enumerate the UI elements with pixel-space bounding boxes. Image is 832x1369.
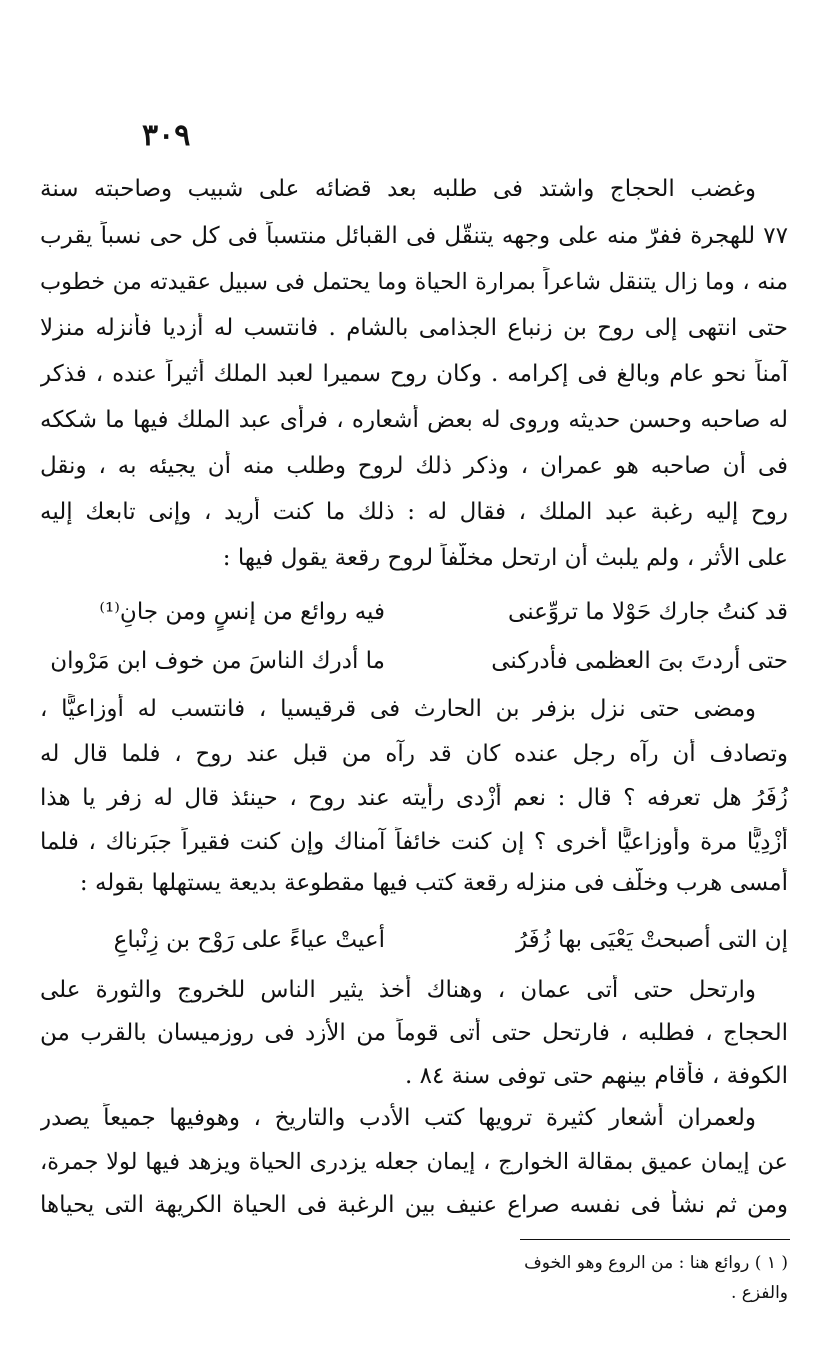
verse-second-hemistich: فيه روائع من إنسٍ ومن جانِ⁽¹⁾	[99, 599, 385, 625]
text-line: ومضى حتى نزل بزفر بن الحارث فى قرقيسيا ، فانتسب له أوزاعيًّا ،	[40, 696, 756, 722]
text-line: فى أن صاحبه هو عمران ، وذكر ذلك لروح وطلب منه أن يجيئه به ، ونقل	[40, 453, 788, 479]
text-line: زُفَرُ هل تعرفه ؟ قال : نعم أزْدى رأيته عند روح ، حينئذ قال له زفر يا هذا	[40, 785, 788, 811]
verse-line	[40, 646, 788, 676]
text-line: الكوفة ، فأقام بينهم حتى توفى سنة ٨٤ .	[404, 1063, 788, 1089]
text-line: حتى انتهى إلى روح بن زنباع الجذامى بالشام . فانتسب له أزديا فأنزله منزلا	[40, 315, 788, 341]
verse-second-hemistich: ما أدرك الناسَ من خوف ابن مَرْوان	[50, 648, 385, 674]
footnote-line: والفزع .	[730, 1283, 788, 1303]
text-line: روح إليه رغبة عبد الملك ، فقال له : ذلك ما كنت أريد ، وإنى تابعك إليه	[40, 499, 788, 525]
verse-first-hemistich: حتى أردتَ بىَ العظمى فأدركنى	[491, 648, 788, 674]
text-line: على الأثر ، ولم يلبث أن ارتحل مخلّفاً لروح رقعة يقول فيها :	[222, 545, 788, 571]
text-line: له صاحبه وحسن حديثه وروى له بعض أشعاره ، فرأى عبد الملك فيها ما شككه	[40, 407, 788, 433]
verse-line	[40, 597, 788, 627]
text-line: منه ، وما زال يتنقل شاعراً بمرارة الحياة وما يحتمل فى سبيل عقيدته من خطوب	[40, 269, 788, 295]
footnote-divider	[520, 1239, 790, 1240]
text-line: ومن ثم نشأ فى نفسه صراع عنيف بين الرغبة فى الحياة الكريهة التى يحياها	[40, 1192, 788, 1218]
text-line: وغضب الحجاج واشتد فى طلبه بعد قضائه على شبيب وصاحبته سنة	[40, 176, 756, 202]
text-line: أزْدِيًّا مرة وأوزاعيًّا أخرى ؟ إن كنت خائفاً آمناك وإن كنت فقيراً جبَرناك ، فلما	[40, 829, 788, 855]
text-line: أمسى هرب وخلَّف فى منزله رقعة كتب فيها مقطوعة بديعة يستهلها بقوله :	[79, 870, 788, 896]
verse-first-hemistich: إن التى أصبحتْ يَعْيَى بها زُفَرُ	[515, 927, 788, 953]
footnote-line: ( ١ ) روائع هنا : من الروع وهو الخوف	[524, 1253, 788, 1273]
text-line: ٧٧ للهجرة ففرّ منه على وجهه يتنقّل فى القبائل منتسباً فى كل حى نسباً يقرب	[40, 223, 788, 249]
verse-second-hemistich: أعيتْ عياءً على رَوْح بن زِنْباعِ	[113, 927, 385, 953]
page-number: ٣٠٩	[142, 118, 191, 153]
text-line: ولعمران أشعار كثيرة ترويها كتب الأدب والتاريخ ، وهوفيها جميعاً يصدر	[40, 1105, 756, 1131]
text-line: آمناً نحو عام وبالغ فى إكرامه . وكان روح سميرا لعبد الملك أثيراً عنده ، فذكر	[40, 361, 788, 387]
verse-first-hemistich: قد كنتُ جارك حَوْلا ما تروِّعنى	[508, 599, 788, 625]
text-line: وارتحل حتى أتى عمان ، وهناك أخذ يثير الناس للخروج والثورة على	[40, 977, 756, 1003]
text-line: الحجاج ، فطلبه ، فارتحل حتى أتى قوماً من الأزد فى روزميسان بالقرب من	[40, 1020, 788, 1046]
text-line: عن إيمان عميق بمقالة الخوارج ، إيمان جعله يزدرى الحياة ويزهد فيها لولا جمرة،	[40, 1149, 788, 1175]
text-line: وتصادف أن رآه رجل عنده كان قد رآه من قبل عند روح ، فلما قال له	[40, 741, 788, 767]
verse-line	[40, 925, 788, 955]
